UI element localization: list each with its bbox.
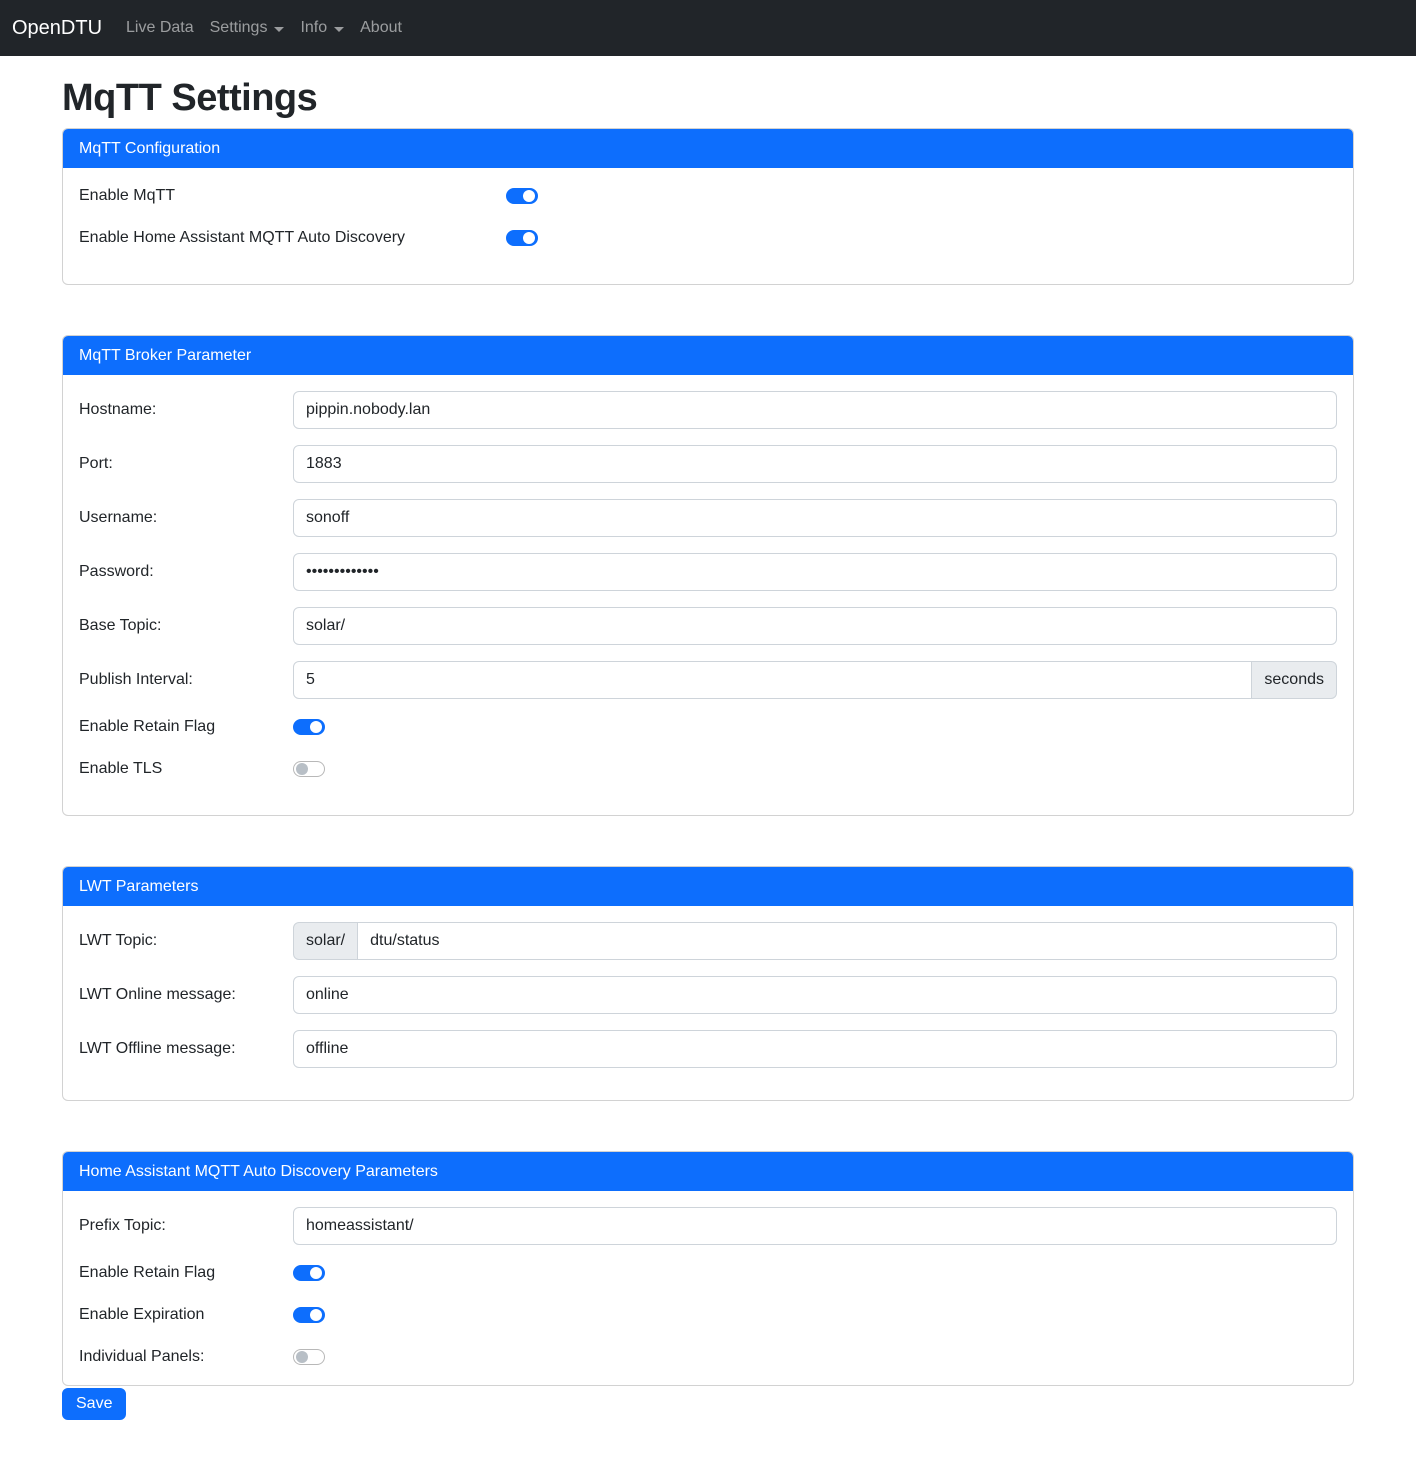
enable-mqtt-label: Enable MqTT — [79, 187, 176, 204]
port-input[interactable] — [293, 445, 1337, 483]
lwt-offline-row — [79, 1030, 1337, 1068]
enable-tls-row — [79, 757, 1337, 781]
chevron-down-icon — [274, 27, 284, 32]
nav-item-info[interactable] — [292, 11, 352, 45]
card-lwt-parameters — [62, 866, 1354, 1101]
enable-tls-toggle[interactable] — [293, 761, 325, 777]
port-label: Port: — [79, 455, 113, 472]
prefix-topic-row — [79, 1207, 1337, 1245]
enable-expiration-row — [79, 1303, 1337, 1327]
prefix-topic-input[interactable] — [293, 1207, 1337, 1245]
username-label: Username: — [79, 509, 158, 526]
lwt-topic-input[interactable] — [357, 922, 1337, 960]
base-topic-label: Base Topic: — [79, 617, 162, 634]
lwt-offline-label: LWT Offline message: — [79, 1040, 236, 1057]
publish-interval-input[interactable] — [293, 661, 1252, 699]
hostname-row — [79, 391, 1337, 429]
port-row — [79, 445, 1337, 483]
individual-panels-label: Individual Panels: — [79, 1348, 205, 1365]
base-topic-row — [79, 607, 1337, 645]
lwt-topic-row — [79, 922, 1337, 960]
publish-interval-label: Publish Interval: — [79, 671, 193, 688]
card-mqtt-broker-parameter — [62, 335, 1354, 816]
page-title: MqTT Settings — [62, 77, 318, 119]
publish-interval-row — [79, 661, 1337, 699]
navbar — [0, 0, 1416, 56]
lwt-online-row — [79, 976, 1337, 1014]
password-row — [79, 553, 1337, 591]
enable-mqtt-row — [79, 184, 1337, 208]
lwt-offline-input[interactable] — [293, 1030, 1337, 1068]
individual-panels-toggle[interactable] — [293, 1349, 325, 1365]
broker-enable-retain-row — [79, 715, 1337, 739]
ha-enable-retain-label: Enable Retain Flag — [79, 1264, 216, 1281]
enable-ha-discovery-row — [79, 226, 1337, 250]
lwt-online-label: LWT Online message: — [79, 986, 236, 1003]
password-input[interactable] — [293, 553, 1337, 591]
base-topic-input[interactable] — [293, 607, 1337, 645]
lwt-topic-prefix: solar/ — [293, 922, 358, 960]
lwt-online-input[interactable] — [293, 976, 1337, 1014]
broker-enable-retain-label: Enable Retain Flag — [79, 718, 216, 735]
lwt-topic-label: LWT Topic: — [79, 932, 158, 949]
enable-ha-discovery-label: Enable Home Assistant MQTT Auto Discovery — [79, 229, 406, 246]
page-content — [62, 77, 1354, 1420]
hostname-label: Hostname: — [79, 401, 157, 418]
nav-item-live-data[interactable]: Live Data — [126, 19, 194, 36]
password-label: Password: — [79, 563, 154, 580]
card-lwt-parameters-header: LWT Parameters — [63, 867, 1353, 906]
individual-panels-row — [79, 1345, 1337, 1369]
broker-enable-retain-toggle[interactable] — [293, 719, 325, 735]
card-mqtt-broker-parameter-header: MqTT Broker Parameter — [63, 336, 1353, 375]
enable-ha-discovery-toggle[interactable] — [506, 230, 538, 246]
enable-tls-label: Enable TLS — [79, 760, 163, 777]
nav-item-info-label: Info — [300, 19, 328, 36]
enable-mqtt-toggle[interactable] — [506, 188, 538, 204]
prefix-topic-label: Prefix Topic: — [79, 1217, 166, 1234]
ha-enable-retain-toggle[interactable] — [293, 1265, 325, 1281]
hostname-input[interactable] — [293, 391, 1337, 429]
nav-item-settings[interactable] — [202, 11, 293, 45]
nav-item-about[interactable]: About — [360, 19, 402, 36]
username-input[interactable] — [293, 499, 1337, 537]
card-mqtt-configuration-header: MqTT Configuration — [63, 129, 1353, 168]
username-row — [79, 499, 1337, 537]
card-ha-discovery-parameters-header: Home Assistant MQTT Auto Discovery Parameters — [63, 1152, 1353, 1191]
nav-item-settings-label: Settings — [209, 19, 268, 36]
card-ha-discovery-parameters — [62, 1151, 1354, 1386]
publish-interval-unit: seconds — [1252, 661, 1337, 699]
enable-expiration-label: Enable Expiration — [79, 1306, 205, 1323]
navbar-brand[interactable]: OpenDTU — [12, 16, 103, 39]
ha-enable-retain-row — [79, 1261, 1337, 1285]
enable-expiration-toggle[interactable] — [293, 1307, 325, 1323]
chevron-down-icon — [334, 27, 344, 32]
save-button[interactable]: Save — [62, 1388, 126, 1420]
card-mqtt-configuration — [62, 128, 1354, 285]
